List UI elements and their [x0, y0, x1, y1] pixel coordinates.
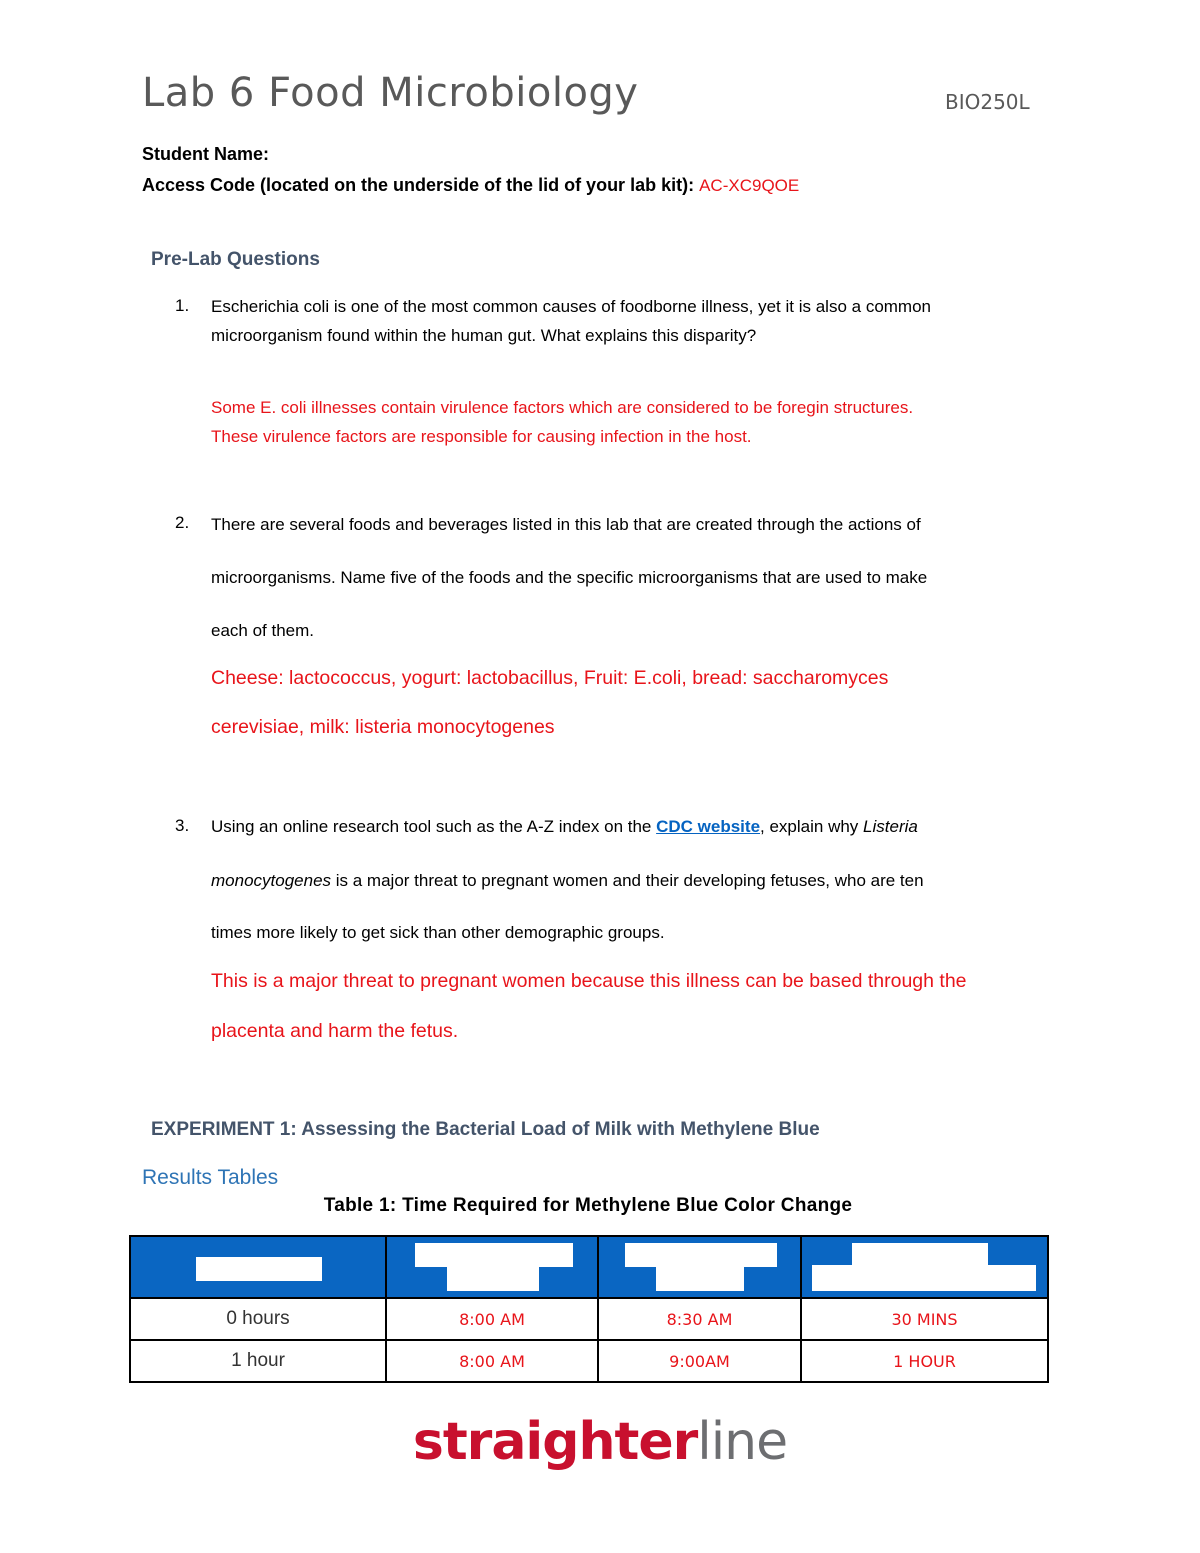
question-3-line-3: times more likely to get sick than other demographic groups. — [211, 923, 665, 942]
answer-1-line-2: These virulence factors are responsible for causing infection in the host. — [211, 427, 752, 446]
access-code-label: Access Code (located on the underside of the lid of your lab kit): — [142, 175, 695, 195]
cdc-website-link[interactable]: CDC website — [656, 817, 761, 836]
header-cell-1 — [130, 1236, 386, 1298]
answer-2-line-2: cerevisiae, milk: listeria monocytogenes — [211, 716, 555, 738]
results-table — [129, 1235, 1049, 1383]
answer-1-line-1: Some E. coli illnesses contain virulence factors which are considered to be foregin structures. — [211, 398, 914, 417]
answer-1 — [211, 393, 913, 451]
question-3-italic-listeria: Listeria — [863, 817, 918, 836]
question-2-line-1: There are several foods and beverages listed in this lab that are created through the actions of — [211, 515, 921, 534]
table-row — [130, 1298, 1048, 1340]
start-time-cell: 8:00 AM — [386, 1340, 598, 1382]
question-1-number: 1. — [175, 296, 190, 315]
course-code: BIO250L — [945, 90, 1030, 114]
straighterline-logo — [0, 1412, 1200, 1472]
answer-3-line-2: placenta and harm the fetus. — [211, 1020, 459, 1042]
question-2-line-2: microorganisms. Name five of the foods and the specific microorganisms that are used to make — [211, 568, 928, 587]
redaction-block — [656, 1265, 744, 1291]
redaction-block — [812, 1265, 1036, 1291]
redaction-block — [852, 1243, 988, 1267]
question-3-line-1 — [211, 812, 918, 841]
duration-cell: 1 HOUR — [801, 1340, 1048, 1382]
logo-part-straighter: straighter — [412, 1412, 698, 1472]
document-title: Lab 6 Food Microbiology — [142, 70, 639, 116]
duration-cell: 30 MINS — [801, 1298, 1048, 1340]
header-cell-2 — [386, 1236, 598, 1298]
question-3-italic-monocytogenes: monocytogenes — [211, 871, 332, 890]
header-cell-3 — [598, 1236, 801, 1298]
time-cell: 1 hour — [130, 1340, 386, 1382]
results-heading: Results Tables — [142, 1166, 279, 1189]
time-cell: 0 hours — [130, 1298, 386, 1340]
logo-part-line: line — [697, 1412, 788, 1472]
student-name-label: Student Name: — [142, 144, 270, 164]
redaction-block — [196, 1257, 322, 1281]
access-code-value: AC-XC9QOE — [699, 176, 800, 195]
experiment-heading: EXPERIMENT 1: Assessing the Bacterial Load of Milk with Methylene Blue — [151, 1119, 820, 1140]
question-3-number: 3. — [175, 816, 190, 835]
question-1-line-2: microorganism found within the human gut. What explains this disparity? — [211, 326, 757, 345]
question-2-number: 2. — [175, 513, 190, 532]
question-3-text-a: Using an online research tool such as the A-Z index on the — [211, 817, 657, 836]
start-time-cell: 8:00 AM — [386, 1298, 598, 1340]
table-caption: Table 1: Time Required for Methylene Blue Color Change — [323, 1195, 853, 1216]
answer-3-line-1: This is a major threat to pregnant women because this illness can be based through the — [211, 970, 967, 992]
redaction-block — [625, 1243, 777, 1267]
answer-2-line-1: Cheese: lactococcus, yogurt: lactobacillus, Fruit: E.coli, bread: saccharomyces — [211, 667, 889, 689]
prelab-heading: Pre-Lab Questions — [151, 249, 320, 270]
question-1-line-1: Escherichia coli is one of the most common causes of foodborne illness, yet it is also a common — [211, 297, 932, 316]
end-time-cell: 9:00AM — [598, 1340, 801, 1382]
end-time-cell: 8:30 AM — [598, 1298, 801, 1340]
question-1-text — [211, 292, 931, 350]
access-code-line — [142, 175, 799, 196]
table-header-row — [130, 1236, 1048, 1298]
question-3-line-2 — [211, 866, 924, 895]
redaction-block — [415, 1243, 573, 1267]
question-3-text-c: is a major threat to pregnant women and their developing fetuses, who are ten — [331, 871, 924, 890]
question-3-text-b: , explain why — [760, 817, 864, 836]
question-2-line-3: each of them. — [211, 621, 315, 640]
header-cell-4 — [801, 1236, 1048, 1298]
redaction-block — [447, 1265, 539, 1291]
table-row — [130, 1340, 1048, 1382]
